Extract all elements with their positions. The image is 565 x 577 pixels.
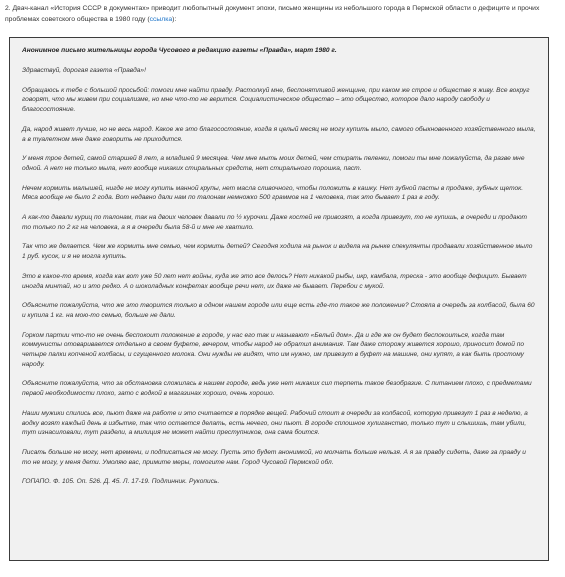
letter-paragraph: Так что же делается. Чем же кормить мне семью, чем кормить детей? Сегодня ходила на рынок и видела на рынке спекулянты продавали хозяйственное мыло 1 руб. кусок, и я не могла купить.	[22, 243, 533, 261]
archive-reference: ГОПАПО. Ф. 105. Оп. 526. Д. 45. Л. 17-19. Подлинник. Рукопись.	[22, 478, 220, 486]
document-frame	[9, 37, 549, 561]
letter-paragraph: Наши мужики спились все, пьют даже на работе и это считается в порядке вещей. Рабочий стоит в очереди за колбасой, которую привезут 1 раз в неделю, а водку возят каждый день в избытке, так что остается делать, есть нечего, они пьют. В городе сплошное хулиганство, только тут и слышишь, там убили, тут изнасиловали, тут раздели, а милиция не может найти преступников, она сама боится.	[22, 409, 528, 437]
source-link[interactable]: ссылка	[149, 16, 173, 23]
intro-main: 2. Двач-канал «История СССР в документах» приводит любопытный документ эпохи, письмо женщины из небольшого города в Пермской области о дефиците и прочих проблемах советского общества в 1980 году (	[5, 5, 540, 23]
letter-paragraph: Горком партии что-то не очень беспокоит положение в городе, у нас его так и называют «Белый дом». Да и где же он будет беспокоиться, когда там коммунисты отоваривается отдельно в своем буфете, вечером, чтобы народ не обратил внимания. Там даже сторожу живется хорошо, приносит домой по четыре палки копченой колбасы, и сгущенного молока. Они нужды не видят, что им нужно, им привезут в буфет на машине, они купят, а как быть простому народу.	[22, 331, 525, 368]
letter-paragraph: Обращаюсь к тебе с большой просьбой: помоги мне найти правду. Растолкуй мне, беспонятливой женщине, при каком же строе и обществе я живу. Все вокруг говорят, что мы живем при социализме, но мне что-то не верится. Социалистическое общество – это общество, которое дало народу свободу и благосостояние.	[22, 86, 530, 114]
letter-paragraph: Объясните пожалуйста, что же это творится только в одном нашем городе или еще есть где-то такое же положение? Стояла в очередь за колбасой, была 60 и купила 1 кг. на мою-то семью, больше не дали.	[22, 302, 535, 319]
letter-paragraph: Нечем кормить малышей, нигде не могу купить манной крупы, нет масла сливочного, чтобы положить в кашку. Нет зубной пасты в продаже, зубных щеток. Мяса вообще не было 2 года. Вот недавно дали нам по талонам немножко 500 граммов на 1 человека, так это бывает 1 раз в году.	[22, 184, 524, 202]
intro-text	[5, 3, 557, 25]
intro-suffix: ):	[172, 16, 177, 23]
document-title: Анонимное письмо жительницы города Чусового в редакцию газеты «Правда», март 1980 г.	[22, 47, 337, 54]
letter-paragraph: Да, народ живет лучше, но не весь народ. Какое же это благосостояние, когда я целый месяц не могу купить мыло, самого обыкновенного хозяйственного мыла, а в туалетном мне даже говорить не приходится.	[22, 125, 536, 143]
letter-paragraph: Здравствуй, дорогая газета «Правда»!	[22, 67, 146, 74]
letter-paragraph: У меня трое детей, самой старшей 8 лет, а младшей 9 месяцев. Чем мне мыть моих детей, чем стирать пеленки, помоги ты мне пожалуйста, да разве мне одной. А нет не только мыла, нет вообще никаких стиральных средств, нет стирального порошка, паст.	[22, 155, 525, 172]
letter-paragraph: Писать больше не могу, нет времени, и подписаться не могу. Пусть это будет анонимкой, но молчать больше нельзя. А я за правду сидеть, даже за правду и то не могу, у меня дети. Умоляю вас, примите меры, помогите нам. Город Чусовой Пермской обл.	[22, 448, 526, 466]
letter-paragraph: Объясните пожалуйста, что за обстановка сложилась в нашем городе, ведь уже нет никаких сил терпеть такое безобразие. С питанием плохо, с предметами первой необходимости плохо, зато с водкой в магазинах хорошо, очень хорошо.	[22, 380, 532, 398]
letter-paragraph: А как-то давали куриц по талонам, так на двоих человек давали по ½ курочки. Даже костей не привозят, а когда привезут, то не купишь, в очереди и продают то только по 2 кг на человека, а я в очереди была 58-й и мне не хватило.	[22, 214, 528, 231]
letter-paragraph: Это в какое-то время, когда как вот уже 50 лет нет войны, куда же это все делось? Нет никакой рыбы, икр, камбала, треска - это вообще дефицит. Бывает иногда минтай, но и это редко. А о шоколадных конфетах вообще речи нет, их даже не бывает. Перебои с мукой.	[22, 272, 527, 290]
